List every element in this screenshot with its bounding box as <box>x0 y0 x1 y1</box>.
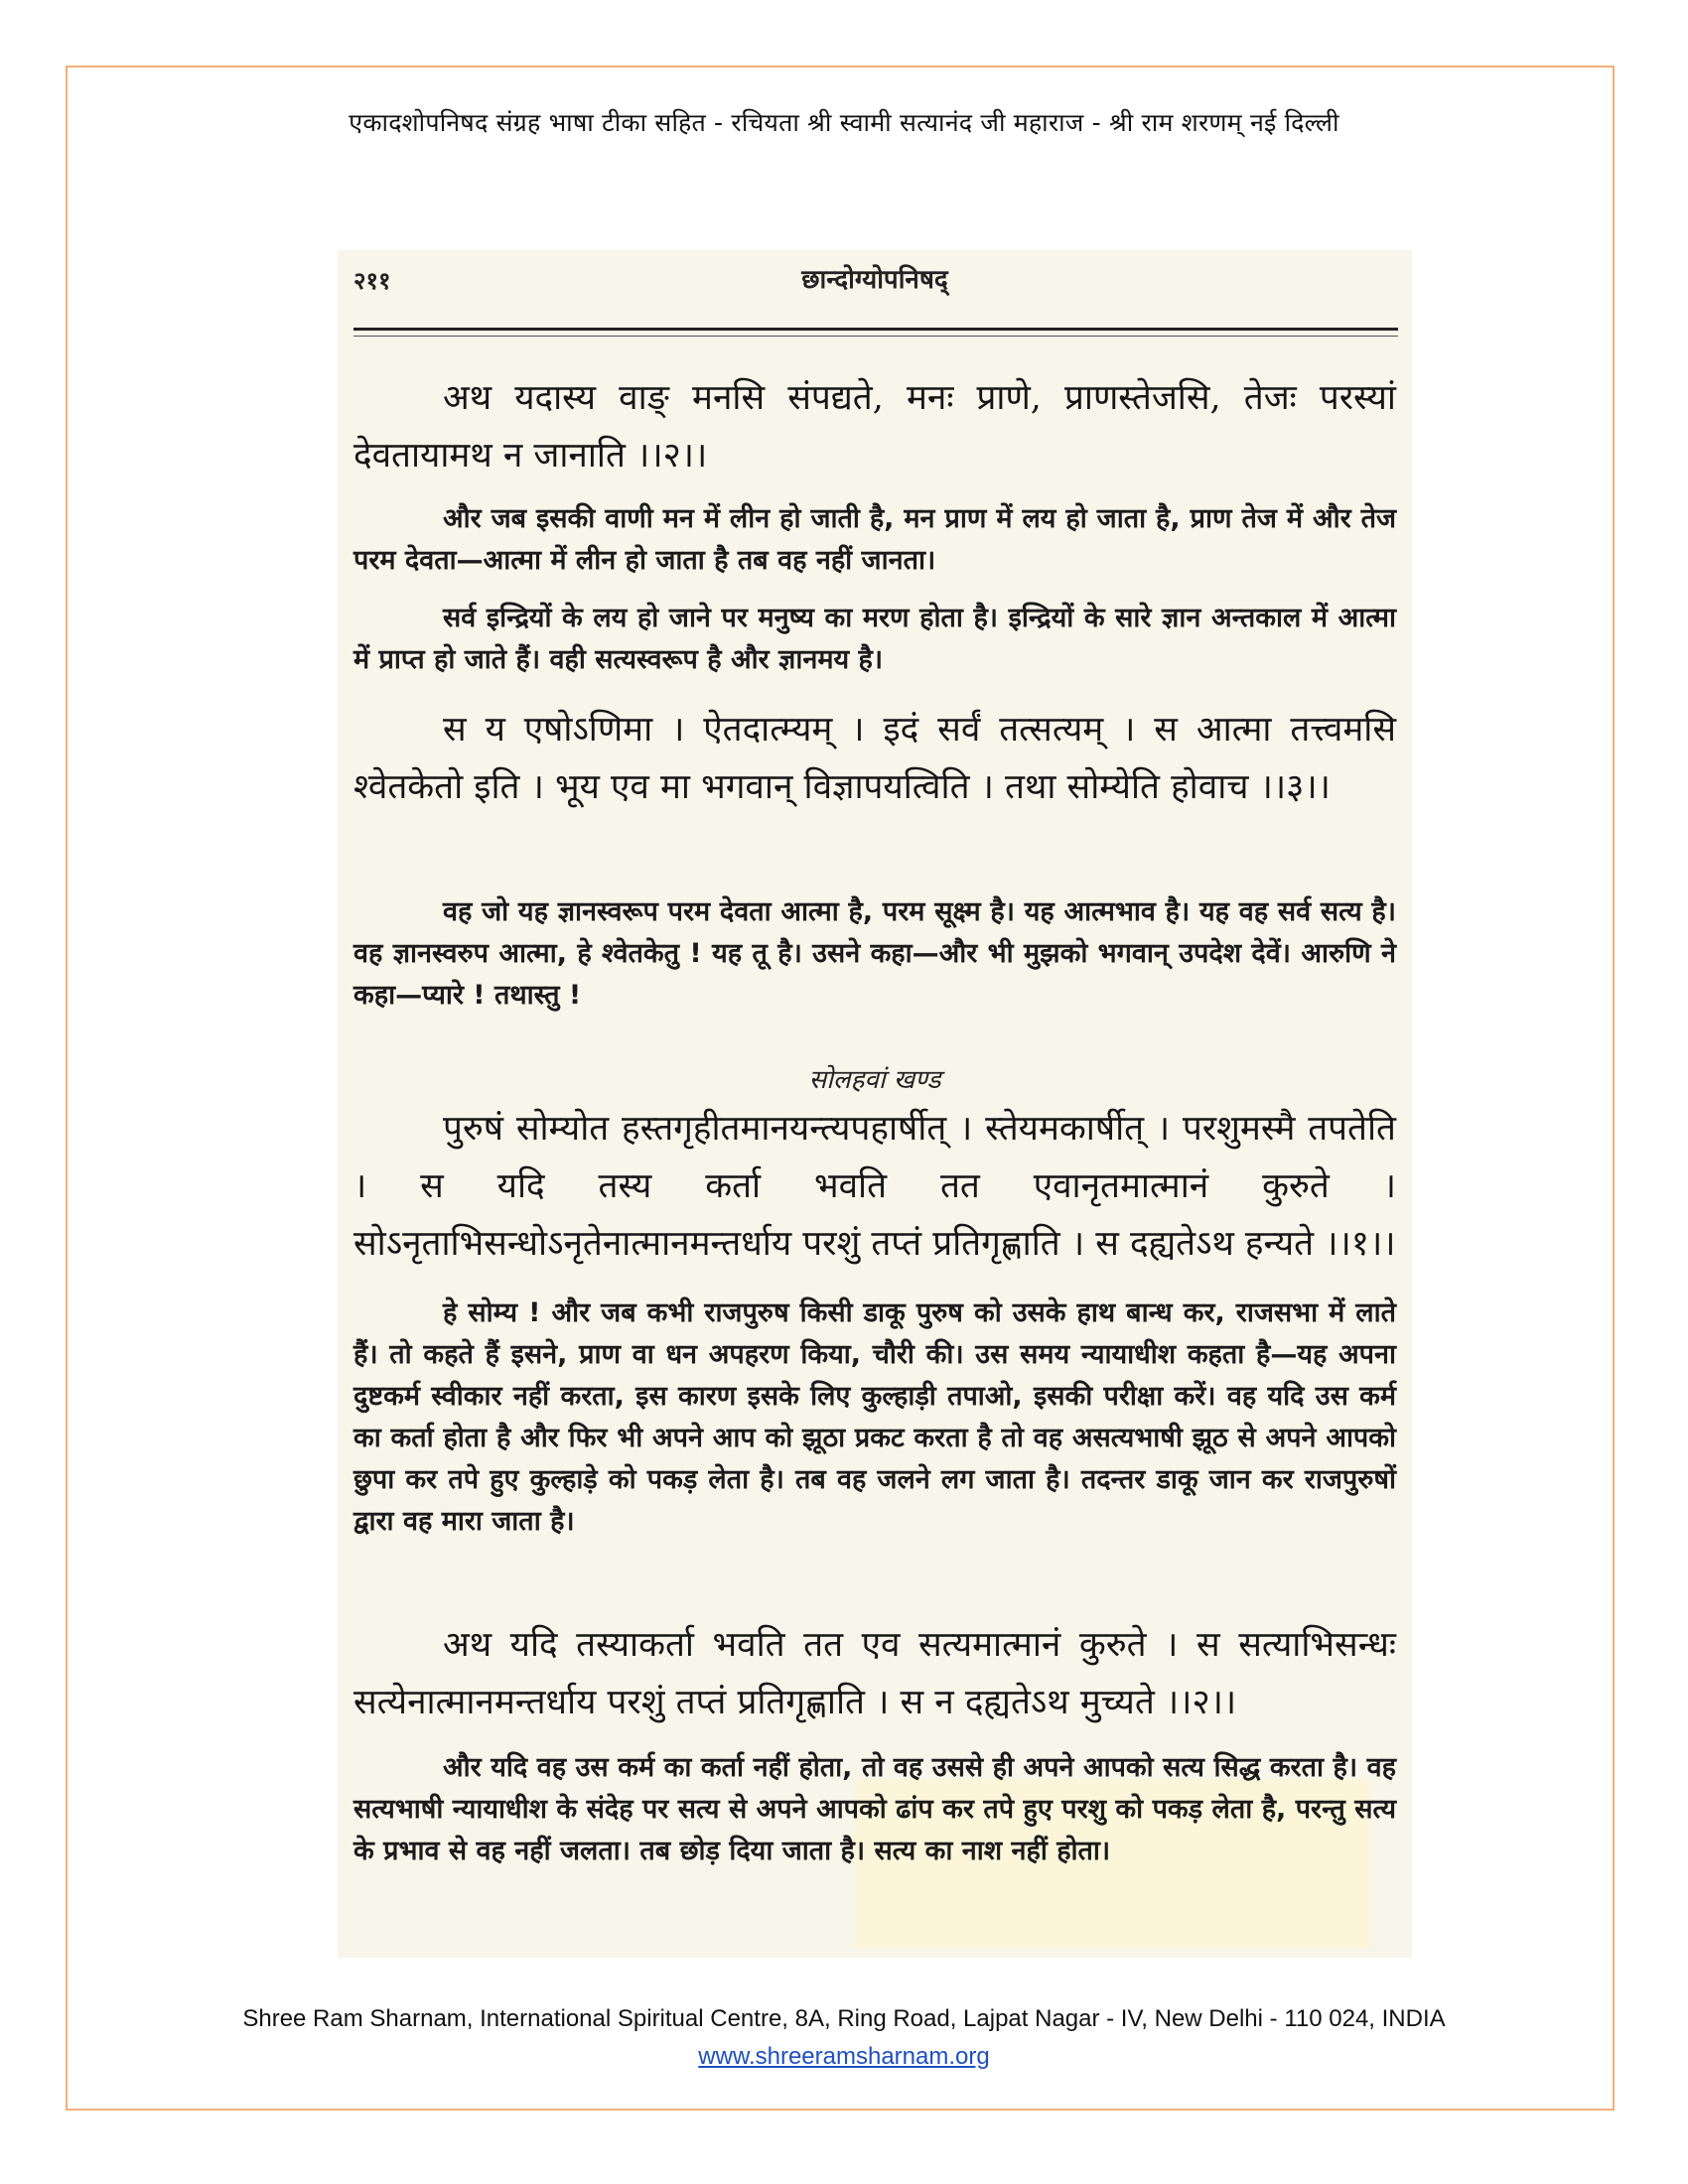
header-rule-thin <box>353 336 1398 337</box>
header-rule <box>353 328 1398 331</box>
running-header <box>353 260 1396 300</box>
website-link[interactable]: www.shreeramsharnam.org <box>698 2043 990 2070</box>
section-title: सोलहवां खण्ड <box>808 1065 941 1095</box>
running-head-title: छान्दोग्योपनिषद् <box>801 265 948 295</box>
gloss-paragraph: और यदि वह उस कर्म का कर्ता नहीं होता, तो वह उससे ही अपने आपको सत्य सिद्ध करता है। वह सत्यभाषी न्यायाधीश के संदेह पर सत्य से अपने आपको ढांप कर तपे हुए परशु को पकड़ लेता है, परन्तु सत्य के प्रभाव से वह नहीं जलता। तब छोड़ दिया जाता है। सत्य का नाश नहीं होता। <box>353 1752 1396 1866</box>
document-header: एकादशोपनिषद संग्रह भाषा टीका सहित - रचियता श्री स्वामी सत्यानंद जी महाराज - श्री राम शरणम् नई दिल्ली <box>349 108 1339 137</box>
verse-3: स य एषोऽणिमा । ऐतदात्म्यम् । इदं सर्वं तत्सत्यम् । स आत्मा तत्त्वमसि श्वेतकेतो इति । भूय एव मा भगवान् विज्ञापयत्विति । तथा सोम्येति होवाच ।।३।। <box>353 710 1396 807</box>
verse-2: अथ यदि तस्याकर्ता भवति तत एव सत्यमात्मानं कुरुते । स सत्याभिसन्धः सत्येनात्मानमन्तर्धाय परशुं तप्तं प्रतिगृह्णाति । स न दह्यतेऽथ मुच्यते ।।२।। <box>353 1625 1396 1722</box>
gloss-paragraph: हे सोम्य ! और जब कभी राजपुरुष किसी डाकू पुरुष को उसके हाथ बान्ध कर, राजसभा में लाते हैं। तो कहते हैं इसने, प्राण वा धन अपहरण किया, चौरी की। उस समय न्यायाधीश कहता है—यह अपना दुष्टकर्म स्वीकार नहीं करता, इस कारण इसके लिए कुल्हाड़ी तपाओ, इसकी परीक्षा करें। वह यदि उस कर्म का कर्ता होता है और फिर भी अपने आप को झूठा प्रकट करता है तो वह असत्यभाषी झूठ से अपने आपको छुपा कर तपे हुए कुल्हाड़े को पकड़ लेता है। तब वह जलने लग जाता है। तदन्तर डाकू जान कर राजपुरुषों द्वारा वह मारा जाता है। <box>353 1297 1396 1537</box>
verse-2: अथ यदास्य वाङ् मनसि संपद्यते, मनः प्राणे, प्राणस्तेजसि, तेजः परस्यां देवतायामथ न जानाति ।।२।। <box>353 378 1396 476</box>
document-footer <box>0 2005 1688 2071</box>
verse-1: पुरुषं सोम्योत हस्तगृहीतमानयन्त्यपहार्षीत् । स्तेयमकार्षीत् । परशुमस्मै तपतेति । स यदि तस्य कर्ता भवति तत एवानृतमात्मानं कुरुते । सोऽनृताभिसन्धोऽनृतेनात्मानमन्तर्धाय परशुं तप्तं प्रतिगृह्णाति । स दह्यतेऽथ हन्यते ।।१।। <box>353 1109 1396 1264</box>
gloss-paragraph: सर्व इन्द्रियों के लय हो जाने पर मनुष्य का मरण होता है। इन्द्रियों के सारे ज्ञान अन्तकाल में आत्मा में प्राप्त हो जाते हैं। वही सत्यस्वरूप है और ज्ञानमय है। <box>353 603 1396 675</box>
gloss-paragraph: और जब इसकी वाणी मन में लीन हो जाती है, मन प्राण में लय हो जाता है, प्राण तेज में और तेज परम देवता—आत्मा में लीन हो जाता है तब वह नहीं जानता। <box>353 503 1396 576</box>
footer-address: Shree Ram Sharnam, International Spiritual Centre, 8A, Ring Road, Lajpat Nagar - IV, New Delhi - 110 024, INDIA <box>242 2005 1446 2032</box>
page-number: २११ <box>353 267 391 295</box>
gloss-paragraph: वह जो यह ज्ञानस्वरूप परम देवता आत्मा है, परम सूक्ष्म है। यह आत्मभाव है। यह वह सर्व सत्य है। वह ज्ञानस्वरुप आत्मा, हे श्वेतकेतु ! यह तू है। उसने कहा—और भी मुझको भगवान् उपदेश देवें। आरुणि ने कहा—प्यारे ! तथास्तु ! <box>353 896 1396 1011</box>
